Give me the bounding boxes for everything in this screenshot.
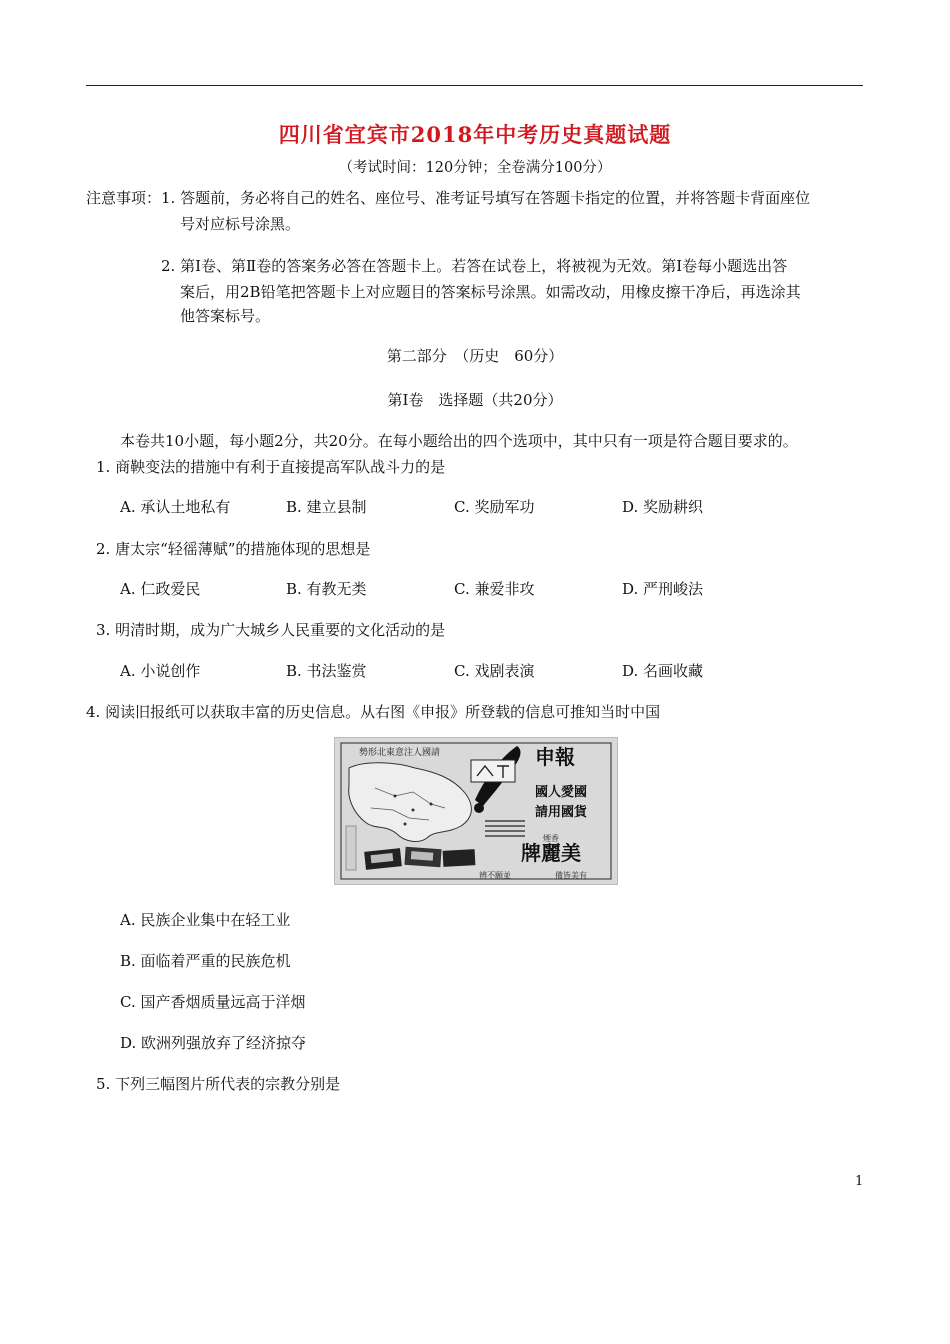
slogan-line-2: 請用國貨 <box>534 804 588 819</box>
part-heading: 第二部分 （历史 60分） <box>386 347 564 365</box>
question-1-stem: 1. 商鞅变法的措施中有利于直接提高军队战斗力的是 <box>96 458 446 476</box>
page-title: 四川省宜宾市2018年中考历史真题试题 <box>278 122 672 147</box>
question-4-option-b: B. 面临着严重的民族危机 <box>120 952 291 970</box>
question-3-option-a: A. 小说创作 <box>120 662 201 680</box>
question-1-option-c: C. 奖励军功 <box>454 498 535 516</box>
question-2-option-a: A. 仁政爱民 <box>120 580 201 598</box>
newspaper-masthead: 申報 <box>535 747 575 769</box>
page-number: 1 <box>855 1174 864 1189</box>
slogan-line-1: 國人愛國 <box>534 784 588 799</box>
note-2-line-3: 他答案标号。 <box>180 307 271 325</box>
question-4-stem: 4. 阅读旧报纸可以获取丰富的历史信息。从右图《申报》所登载的信息可推知当时中国 <box>86 703 661 721</box>
question-3-stem: 3. 明清时期，成为广大城乡人民重要的文化活动的是 <box>96 621 446 639</box>
brand-name: 牌麗美 <box>521 843 581 865</box>
question-4-option-c: C. 国产香烟质量远高于洋烟 <box>120 993 306 1011</box>
notes-label: 注意事项： <box>86 189 162 207</box>
brand-subtitle: 煙香 <box>543 834 559 843</box>
note-2-line-1: 2. 第Ⅰ卷、第Ⅱ卷的答案务必答在答题卡上。若答在试卷上，将被视为无效。第Ⅰ卷每小题选出答 <box>161 257 788 275</box>
exam-info: （考试时间：120分钟；全卷满分100分） <box>338 160 612 176</box>
question-1-option-d: D. 奖励耕织 <box>622 498 704 516</box>
footer-left-text: 辨不願並 <box>479 871 511 880</box>
question-1-option-b: B. 建立县制 <box>286 498 367 516</box>
shenbao-newspaper-image <box>334 737 618 885</box>
volume-heading: 第Ⅰ卷 选择题（共20分） <box>387 391 563 409</box>
question-4-option-a: A. 民族企业集中在轻工业 <box>120 911 291 929</box>
note-1-line-2: 号对应标号涂黑。 <box>180 215 301 233</box>
newspaper-illustration <box>335 738 617 884</box>
question-3-option-d: D. 名画收藏 <box>622 662 704 680</box>
note-2-line-2: 案后，用2B铅笔把答题卡上对应题目的答案标号涂黑。如需改动，用橡皮擦干净后，再选涂其 <box>180 283 801 301</box>
question-5-stem: 5. 下列三幅图片所代表的宗教分别是 <box>96 1075 341 1093</box>
note-1-line-1: 1. 答题前，务必将自己的姓名、座位号、准考证号填写在答题卡指定的位置，并将答题卡背面座位 <box>161 189 811 207</box>
question-2-option-d: D. 严刑峻法 <box>622 580 704 598</box>
question-1-option-a: A. 承认土地私有 <box>120 498 231 516</box>
section-intro: 本卷共10小题，每小题2分，共20分。在每小题给出的四个选项中，其中只有一项是符合题目要求的。 <box>120 432 798 450</box>
map-heading: 勢形北東意注人國請 <box>359 747 441 757</box>
question-4-option-d: D. 欧洲列强放弃了经济掠夺 <box>120 1034 307 1052</box>
question-3-option-b: B. 书法鉴赏 <box>286 662 367 680</box>
header-rule <box>86 85 863 86</box>
question-2-stem: 2. 唐太宗“轻徭薄赋”的措施体现的思想是 <box>96 540 371 558</box>
footer-right-text: 備皆美有 <box>555 871 587 880</box>
question-2-option-c: C. 兼爱非攻 <box>454 580 535 598</box>
question-3-option-c: C. 戏剧表演 <box>454 662 535 680</box>
question-2-option-b: B. 有教无类 <box>286 580 367 598</box>
